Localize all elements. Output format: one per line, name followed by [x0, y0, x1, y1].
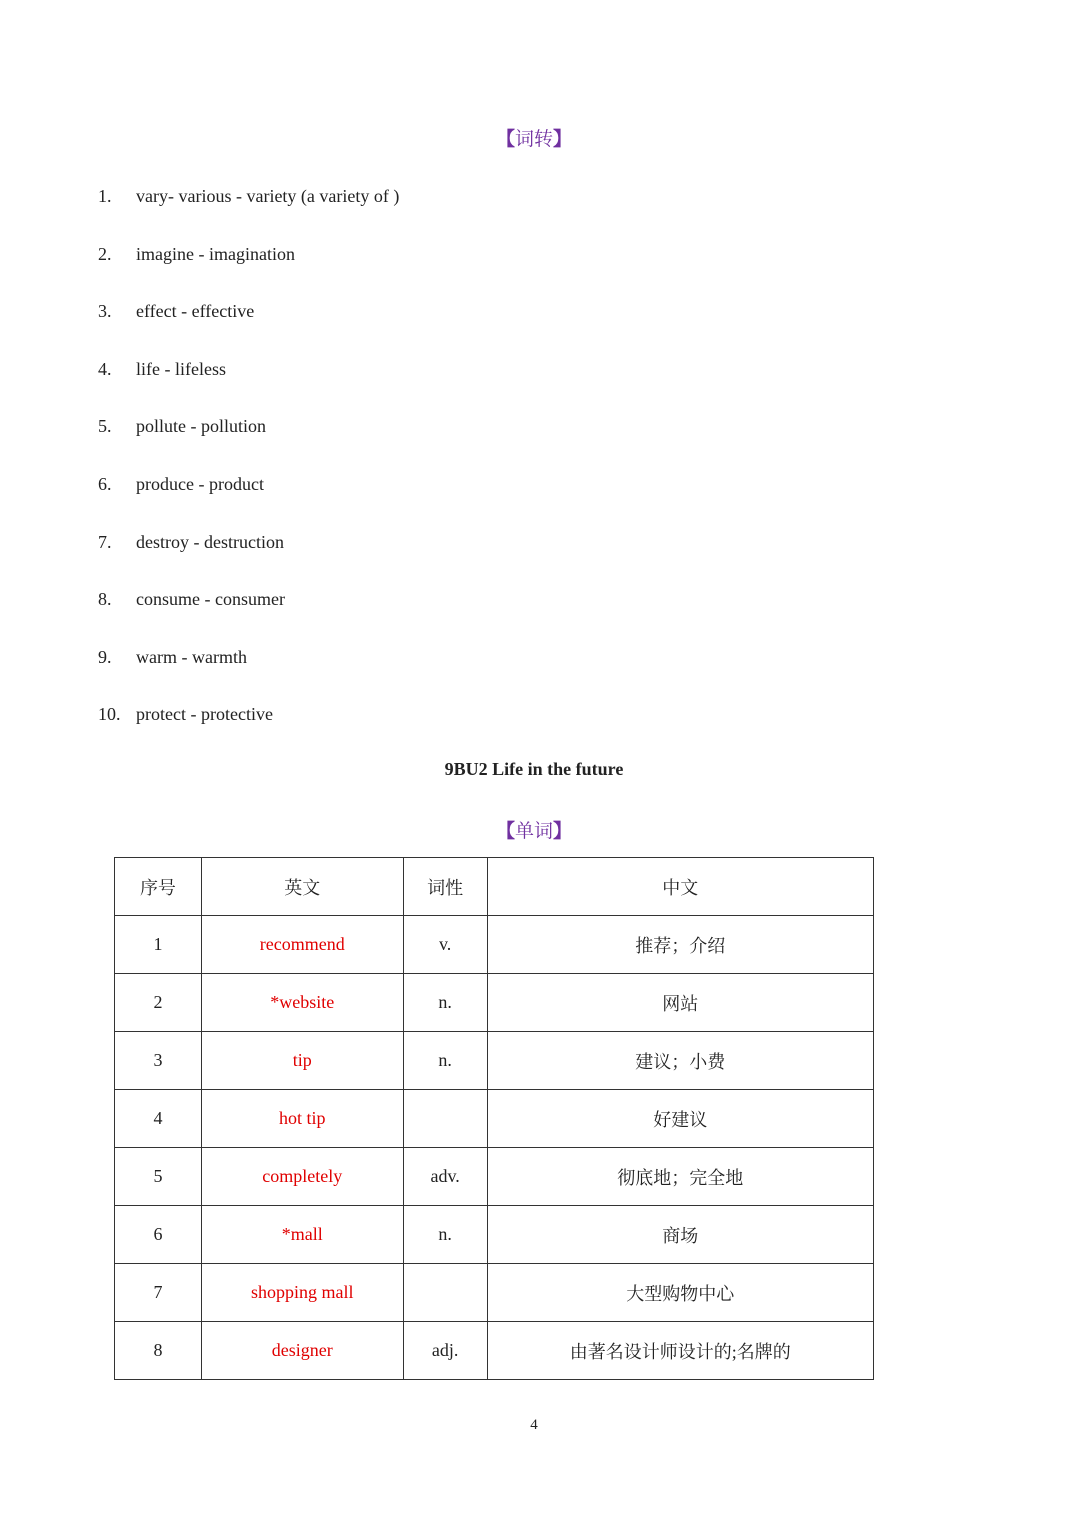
item-text: warm - warmth	[136, 646, 247, 667]
list-item	[98, 587, 399, 645]
table-row	[115, 974, 874, 1032]
bracket-close: 】	[553, 129, 573, 150]
list-item	[98, 702, 399, 760]
item-text: effect - effective	[136, 301, 255, 322]
item-text: imagine - imagination	[136, 243, 295, 264]
item-text: consume - consumer	[136, 589, 285, 610]
list-item	[98, 299, 399, 357]
item-text: pollute - pollution	[136, 416, 266, 437]
cell-number: 3	[115, 1032, 202, 1090]
item-text: destroy - destruction	[136, 531, 284, 552]
heading-text: 词转	[514, 129, 553, 150]
item-number: 2.	[98, 243, 112, 264]
cell-number: 5	[115, 1148, 202, 1206]
header-part-of-speech: 词性	[403, 858, 487, 916]
cell-chinese: 彻底地；完全地	[487, 1148, 873, 1206]
list-item	[98, 645, 399, 703]
cell-number: 8	[115, 1322, 202, 1380]
vocabulary-heading	[0, 816, 1068, 843]
section-title: 9BU2 Life in the future	[444, 759, 624, 779]
cell-part-of-speech: adv.	[403, 1148, 487, 1206]
bracket-close: 】	[553, 821, 573, 842]
cell-number: 2	[115, 974, 202, 1032]
cell-english: shopping mall	[201, 1264, 403, 1322]
table-header-row	[115, 858, 874, 916]
cell-chinese: 推荐；介绍	[487, 916, 873, 974]
table-row	[115, 916, 874, 974]
header-english: 英文	[201, 858, 403, 916]
cell-chinese: 商场	[487, 1206, 873, 1264]
header-number: 序号	[115, 858, 202, 916]
cell-number: 6	[115, 1206, 202, 1264]
table-row	[115, 1264, 874, 1322]
cell-chinese: 好建议	[487, 1090, 873, 1148]
cell-part-of-speech: adj.	[403, 1322, 487, 1380]
table-row	[115, 1032, 874, 1090]
cell-number: 7	[115, 1264, 202, 1322]
bracket-open: 【	[495, 129, 515, 150]
bracket-open: 【	[495, 821, 515, 842]
cell-english: *website	[201, 974, 403, 1032]
item-number: 1.	[98, 186, 112, 206]
item-text: produce - product	[136, 473, 264, 494]
cell-english: tip	[201, 1032, 403, 1090]
item-number: 9.	[98, 646, 112, 667]
list-item	[98, 242, 399, 300]
cell-part-of-speech	[403, 1090, 487, 1148]
heading-text: 单词	[514, 821, 553, 842]
table-row	[115, 1206, 874, 1264]
item-number: 7.	[98, 531, 112, 552]
list-item	[98, 357, 399, 415]
cell-english: designer	[201, 1322, 403, 1380]
cell-chinese: 网站	[487, 974, 873, 1032]
header-chinese: 中文	[487, 858, 873, 916]
list-item	[98, 184, 399, 242]
cell-part-of-speech: n.	[403, 974, 487, 1032]
cell-english: recommend	[201, 916, 403, 974]
list-item	[98, 472, 399, 530]
cell-chinese: 由著名设计师设计的;名牌的	[487, 1322, 873, 1380]
cell-part-of-speech	[403, 1264, 487, 1322]
item-number: 10.	[98, 704, 121, 725]
table-row	[115, 1322, 874, 1380]
cell-english: completely	[201, 1148, 403, 1206]
cell-part-of-speech: n.	[403, 1206, 487, 1264]
cell-number: 4	[115, 1090, 202, 1148]
cell-number: 1	[115, 916, 202, 974]
table-row	[115, 1148, 874, 1206]
word-transformation-heading	[0, 124, 1068, 151]
table-row	[115, 1090, 874, 1148]
cell-chinese: 大型购物中心	[487, 1264, 873, 1322]
item-number: 3.	[98, 301, 112, 322]
item-number: 6.	[98, 473, 112, 494]
word-transformation-list	[98, 184, 399, 760]
cell-part-of-speech: n.	[403, 1032, 487, 1090]
cell-english: *mall	[201, 1206, 403, 1264]
list-item	[98, 530, 399, 588]
item-text: life - lifeless	[136, 358, 226, 379]
cell-part-of-speech: v.	[403, 916, 487, 974]
cell-english: hot tip	[201, 1090, 403, 1148]
item-number: 4.	[98, 358, 112, 379]
item-text: vary- various - variety (a variety of )	[136, 186, 400, 206]
item-number: 8.	[98, 589, 112, 610]
item-number: 5.	[98, 416, 112, 437]
list-item	[98, 414, 399, 472]
item-text: protect - protective	[136, 704, 273, 725]
page-number: 4	[530, 1417, 538, 1433]
cell-chinese: 建议；小费	[487, 1032, 873, 1090]
vocabulary-table	[114, 857, 874, 1380]
